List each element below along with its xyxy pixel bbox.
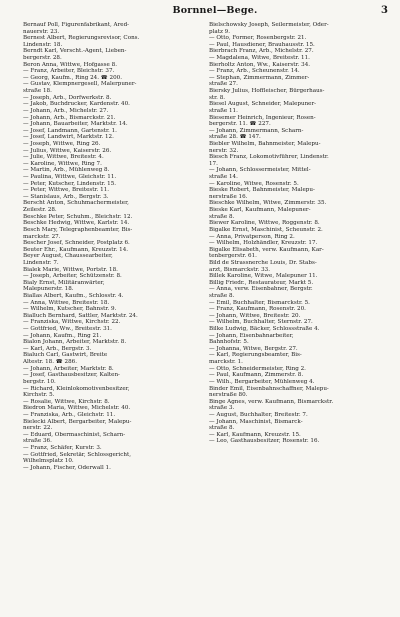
directory-entry-line: — Johann, Arbeiter, Marktstr. 8.	[23, 365, 114, 372]
directory-entry-line: — Eduard, Obermaschinist, Scharn-	[23, 431, 126, 438]
right-column	[209, 22, 391, 445]
directory-entry-line: straße 18.	[23, 88, 52, 95]
directory-entry-line: — Joseph, Wittwe, Ring 26.	[23, 140, 101, 147]
directory-entry-line: Bierbrach Franz, Arb., Michelstr. 27.	[209, 48, 314, 55]
directory-entry-line: — Peter, Kutscher, Lindenstr. 15.	[23, 180, 117, 187]
directory-entry-line: — Josef, Landwirt, Marktstr. 12.	[23, 134, 114, 141]
directory-entry-line: bergstr. 10.	[23, 378, 56, 385]
directory-entry-line: Biesch Franz, Lokomotivführer, Lindenstr.	[209, 154, 329, 161]
directory-entry-line: nerstraße 16.	[209, 193, 248, 200]
left-column	[23, 22, 203, 471]
directory-entry-line: Kirchstr. 5.	[23, 392, 55, 399]
directory-entry-line: — Johann, Schlossermeister, Mittel-	[209, 167, 311, 174]
directory-entry-line: — Johann, Wittwe, Breitestr. 20.	[209, 312, 301, 319]
directory-entry-line: — Josef, Gasthausbesitzer, Kalten-	[23, 372, 120, 379]
directory-entry-line: Altestr. 18. ☎ 286.	[23, 359, 77, 366]
directory-entry-line: — Karl, Arb., Bergstr. 3.	[23, 345, 92, 352]
directory-entry-line: straße 28. ☎ 147.	[209, 134, 261, 141]
directory-entry-line: — Johann, Kaufm., Ring 21.	[23, 332, 102, 339]
directory-entry-line: Bialuch Carl, Gastwirt, Breite	[23, 352, 108, 359]
directory-entry-line: — Stephan, Zimmermann, Zimmer-	[209, 74, 310, 81]
directory-entry-line: Bigalke Ernst, Maschinist, Scheunstr. 2.	[209, 226, 323, 233]
directory-entry-line: — Stanislaus, Arb., Bergstr. 3.	[23, 193, 109, 200]
running-title: Bornnel—Bege.	[172, 5, 258, 16]
directory-entry-line: Bieschke Wilhelm, Witwe, Zimmerstr. 35.	[209, 200, 327, 207]
directory-entry-line: Bialon Johann, Arbeiter, Marktstr. 8.	[23, 339, 127, 346]
page-number: 3	[381, 5, 388, 16]
directory-entry-line: — Georg, Kaufm., Ring 24. ☎ 200.	[23, 74, 122, 81]
directory-entry-line: Bernest Albert, Regierungsrevisor, Cons.	[23, 35, 140, 42]
directory-entry-line: tenbergerstr. 61.	[209, 253, 257, 260]
directory-entry-line: — Franz, Arbeiter, Bleichstr. 37.	[23, 68, 115, 75]
directory-entry-line: — Franz, Kaufmann, Rosenstr. 20.	[209, 306, 306, 313]
directory-entry-line: — Rosalie, Wittwe, Kirchstr. 8.	[23, 398, 110, 405]
directory-entry-line: Bialluch Bernhard, Sattler, Marktstr. 24.	[23, 312, 138, 319]
directory-entry-line: Bernauf Poll, Figurenfabrikant, Ared-	[23, 22, 130, 28]
directory-entry-line: — Paul, Kaufmann, Zimmerstr. 8.	[209, 372, 304, 379]
directory-entry-line: Biesemer Heinrich, Ingenieur, Rosen-	[209, 114, 316, 121]
directory-entry-line: — Wilhelm, Holzhändler, Kreuzstr. 17.	[209, 240, 318, 247]
directory-entry-line: Bigalke Elisabeth, verw. Kaufmann, Kar-	[209, 246, 324, 253]
directory-entry-line: Bild de Strassnerche Louis, Dr. Stabs-	[209, 259, 317, 266]
directory-entry-line: straße 3.	[209, 405, 235, 412]
directory-entry-line: — Gustav, Klempnergesell, Malerpuner-	[23, 81, 137, 88]
directory-entry-line: Berscht Anton, Schuhmachermeister,	[23, 200, 129, 207]
directory-entry-line: Billek Karoline, Witwe, Malepuner 11.	[209, 273, 318, 280]
directory-entry-line: Beron Anna, Wittwe, Hofgasse 8.	[23, 61, 117, 68]
directory-entry-line: — Johann, Arb., Michelstr. 27.	[23, 107, 109, 114]
directory-entry-line: Biebler Wilhelm, Bahnmeister, Malepu-	[209, 140, 321, 147]
directory-entry-line: Bahnhofstr. 5.	[209, 339, 249, 346]
directory-entry-line: — Joseph, Arb., Dorfwerkstr. 8.	[23, 94, 112, 101]
directory-entry-line: — Julius, Wittwe, Kaiserstr. 26.	[23, 147, 112, 154]
directory-entry-line: Bieske Robert, Bahnmeister, Malepu-	[209, 187, 315, 194]
directory-entry-line: Billig Friedr., Restaurateur, Markt 5.	[209, 279, 314, 286]
directory-entry-line: nerstr. 22.	[23, 425, 53, 432]
directory-entry-line: Bilke Ludwig, Bäcker, Schlossstraße 4.	[209, 326, 320, 333]
directory-entry-line: str. 8.	[209, 94, 226, 101]
directory-entry-line: Binder Emil, Eisenbahnschaffner, Malepu-	[209, 385, 329, 392]
directory-entry-line: Malepunerstr. 18.	[23, 286, 74, 293]
page-header	[0, 5, 400, 19]
directory-entry-line: — Paulina, Wittwe, Gleichstr. 11.	[23, 174, 117, 181]
directory-entry-line: — Johanna, Witwe, Bergstr. 27.	[209, 345, 298, 352]
directory-entry-line: marckstr. 1.	[209, 359, 243, 366]
directory-entry-line: nerstr. 32.	[209, 147, 239, 154]
directory-entry-line: — Franz, Schäfer, Kurstr. 3.	[23, 445, 102, 451]
directory-entry-line: 17.	[209, 160, 218, 167]
directory-entry-line: — Johann, Bauarbeiter, Marktstr. 14.	[23, 121, 128, 128]
directory-entry-line: straße 36.	[23, 438, 52, 445]
directory-entry-line: Lindenstr. 18.	[23, 41, 63, 48]
directory-entry-line: — Karl, Kaufmann, Kreuzstr. 15.	[209, 431, 301, 438]
directory-entry-line: Zeilestr. 28.	[23, 207, 57, 214]
directory-entry-line: — Leo, Gasthausbesitzer, Rosenstr. 16.	[209, 438, 320, 445]
directory-entry-line: Beschke Hedwig, Wittwe, Karlstr. 14.	[23, 220, 130, 227]
directory-entry-line: Bialek Marie, Wittwe, Portstr. 18.	[23, 266, 118, 273]
directory-entry-line: Beuter Ehr., Kaufmann, Kreuzstr. 14.	[23, 246, 129, 253]
directory-entry-line: — Wilhelm, Buchhalter, Sternstr. 27.	[209, 319, 313, 326]
directory-entry-line: — Otto, Former, Rosenbergstr. 21.	[209, 35, 307, 42]
directory-entry-line: — Richard, Kleinlokomotivenbesitzer,	[23, 385, 130, 392]
directory-entry-line: Berndt Karl, Verscht.-Agent, Lieben-	[23, 48, 127, 55]
directory-entry-line: straße 14.	[209, 174, 238, 181]
directory-entry-line: — Jakob, Buchdrucker, Kardenstr. 40.	[23, 101, 130, 108]
directory-entry-line: straße 27.	[209, 81, 238, 88]
directory-entry-line: — Wilh., Bergarbeiter, Mühlenweg 4.	[209, 378, 315, 385]
directory-entry-line: — Anna, verw. Eisenbahner, Bergstr.	[209, 286, 313, 293]
directory-entry-line: — Wilhelm, Kutscher, Bahnstr. 9.	[23, 306, 117, 313]
directory-entry-line: platz 9.	[209, 28, 231, 35]
directory-entry-line: — Peter, Wittwe, Breitestr. 11.	[23, 187, 110, 194]
directory-entry-line: Binge Agnes, verw. Kaufmann, Bismarckstr.	[209, 398, 334, 405]
directory-entry-line: — Franziska, Arb., Gleichstr. 11.	[23, 411, 116, 418]
directory-entry-line: — August, Buchhalter, Breitestr. 7.	[209, 411, 308, 418]
directory-entry-line: — Anna, Wittwe, Breitestr. 18.	[23, 299, 110, 306]
directory-entry-line: — Johann, Eisenbahnarbeiter,	[209, 332, 294, 339]
directory-entry-line: — Magdalena, Witwe, Breitestr. 11.	[209, 55, 310, 62]
directory-entry-line: straße 8.	[209, 292, 235, 299]
directory-entry-line: Biesel August, Schneider, Malepuner-	[209, 101, 317, 108]
directory-entry-line: — Johann, Fischer, Oderwall 1.	[23, 464, 111, 471]
directory-entry-line: — Gottfried, Sekretär, Schlossgericht,	[23, 451, 131, 458]
directory-entry-line: Besch Mary, Telegraphenbeamter, Bis-	[23, 226, 133, 233]
directory-entry-line: Biallas Albert, Kaufm., Schlosstr. 4.	[23, 292, 124, 299]
directory-entry-line: Bielschowsky Joseph, Seilermeister, Oder-	[209, 22, 329, 28]
directory-entry-line: — Gottfried, Ww., Breitestr. 31.	[23, 326, 112, 333]
directory-entry-line: — Emil, Buchhalter, Bismarckstr. 5.	[209, 299, 310, 306]
directory-entry-line: bergerstr. 11. ☎ 227.	[209, 121, 271, 128]
directory-entry-line: Beyer August, Chaussearbeiter,	[23, 253, 113, 260]
directory-entry-line: Bescher Josef, Schneider, Postplatz 6.	[23, 240, 130, 247]
directory-entry-line: — Karoline, Wittwe, Ring 7.	[23, 160, 102, 167]
directory-entry-line: — Paul, Hausdiener, Brauhausstr. 15.	[209, 41, 315, 48]
directory-entry-line: Lindenstr. 7.	[23, 259, 59, 266]
directory-entry-line: Biersky Julius, Hoffleischer, Bürgerhaus-	[209, 88, 325, 95]
directory-entry-line: — Johann, Maschinist, Bismarck-	[209, 418, 303, 425]
directory-entry-line: — Josef, Landmann, Gartenstr. 1.	[23, 127, 117, 134]
directory-entry-line: bergerstr. 28.	[23, 55, 62, 62]
directory-entry-line: — Joseph, Arbeiter, Schützenstr. 8.	[23, 273, 122, 280]
directory-entry-line: Bielecki Albert, Bergarbeiter, Malepu-	[23, 418, 132, 425]
directory-entry-line: — Franz, Arb., Scheunenstr. 14.	[209, 68, 300, 75]
directory-entry-line: nerstraße 80.	[209, 392, 248, 399]
directory-entry-line: nauerstr. 23.	[23, 28, 60, 35]
directory-entry-line: Biewer Karoline, Wittwe, Roggenstr. 8.	[209, 220, 320, 227]
directory-entry-line: straße 11.	[209, 107, 238, 114]
directory-entry-line: — Otto, Schneidermeister, Ring 2.	[209, 365, 306, 372]
directory-entry-line: Bierholtz Anton, Ww., Kaiserstr. 34.	[209, 61, 311, 68]
directory-entry-line: Bialy Ernst, Militäranwärter,	[23, 279, 105, 286]
directory-entry-line: straße 8.	[209, 425, 235, 432]
directory-entry-line: — Julie, Wittwe, Breitestr. 4.	[23, 154, 104, 161]
directory-entry-line: marckstr. 27.	[23, 233, 61, 240]
directory-entry-line: — Johann, Arb., Bismarckstr. 21.	[23, 114, 116, 121]
directory-entry-line: arzt, Bismarckstr. 33.	[209, 266, 270, 273]
directory-entry-line: — Anna, Privatperson, Ring 2.	[209, 233, 295, 240]
directory-entry-line: Wilhelmsplatz 10.	[23, 458, 74, 465]
directory-entry-line: Biedron Maria, Wittwe, Michelstr. 40.	[23, 405, 131, 412]
directory-entry-line: — Johann, Zimmermann, Scharn-	[209, 127, 304, 134]
directory-entry-line: — Karoline, Witwe, Rosenstr. 5.	[209, 180, 299, 187]
directory-entry-line: Beschke Peter, Schuhm., Bleichstr. 12.	[23, 213, 133, 220]
directory-entry-line: — Martin, Arb., Mühlenweg 8.	[23, 167, 110, 174]
directory-entry-line: — Franziska, Wittwe, Kirchstr. 22.	[23, 319, 121, 326]
directory-entry-line: Bieske Karl, Kaufmann, Malepuner-	[209, 207, 311, 214]
directory-entry-line: straße 8.	[209, 213, 235, 220]
directory-entry-line: — Karl, Regierungsbeamter, Bis-	[209, 352, 302, 359]
